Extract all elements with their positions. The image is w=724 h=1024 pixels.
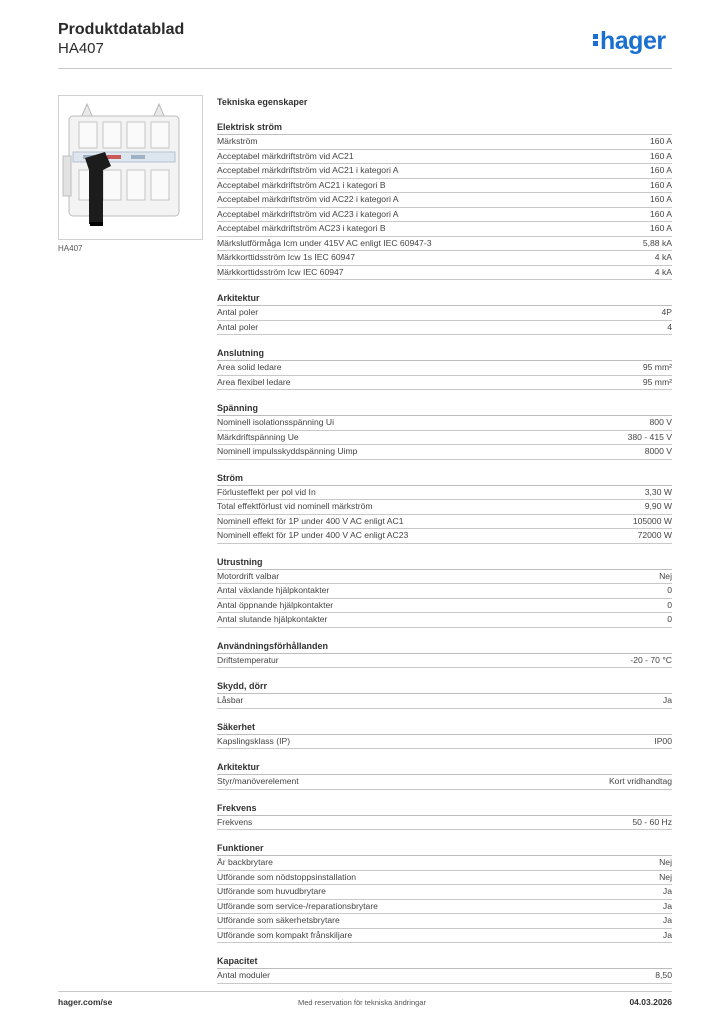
spec-row — [217, 613, 672, 628]
spec-value: 160 A — [650, 150, 672, 161]
spec-row — [217, 222, 672, 237]
spec-group — [217, 760, 672, 790]
spec-label: Förlusteffekt per pol vid In — [217, 486, 316, 497]
spec-label: Märkkorttidsström Icw 1s IEC 60947 — [217, 252, 356, 262]
spec-row — [217, 735, 672, 750]
spec-row — [217, 500, 672, 515]
spec-label: Antal moduler — [217, 970, 271, 980]
spec-group-title: Användningsförhållanden — [217, 639, 672, 654]
spec-group-title: Utrustning — [217, 555, 672, 570]
spec-value: 0 — [667, 614, 672, 624]
spec-value: IP00 — [654, 735, 672, 746]
spec-row — [217, 179, 672, 194]
spec-value: Nej — [659, 570, 672, 581]
spec-row — [217, 431, 672, 446]
spec-group-title: Kapacitet — [217, 954, 672, 969]
specs-heading: Tekniska egenskaper — [217, 97, 308, 107]
spec-row — [217, 486, 672, 501]
spec-row — [217, 237, 672, 252]
spec-value: 5,88 kA — [642, 237, 672, 248]
spec-value: 8000 V — [644, 446, 672, 456]
spec-label: Nominell effekt för 1P under 400 V AC enligt AC1 — [217, 515, 404, 526]
spec-label: Nominell isolationsspänning Ui — [217, 417, 335, 427]
spec-group-title: Frekvens — [217, 801, 672, 816]
spec-row — [217, 969, 672, 984]
spec-value: 160 A — [650, 165, 672, 175]
logo-text: hager — [600, 27, 666, 55]
spec-group — [217, 555, 672, 628]
spec-value: 4P — [661, 307, 672, 317]
spec-label: Antal poler — [217, 307, 259, 317]
spec-row — [217, 376, 672, 391]
spec-group — [217, 679, 672, 709]
spec-label: Nominell effekt för 1P under 400 V AC enligt AC23 — [217, 530, 409, 540]
logo-dots-icon — [593, 32, 598, 48]
spec-group — [217, 346, 672, 390]
product-caption: HA407 — [58, 244, 83, 253]
spec-value: Kort vridhandtag — [608, 776, 672, 786]
spec-value: Nej — [659, 857, 672, 867]
spec-value: -20 - 70 °C — [630, 654, 672, 665]
spec-group — [217, 291, 672, 335]
spec-value: Ja — [662, 886, 672, 896]
spec-group-title: Skydd, dörr — [217, 679, 672, 694]
spec-label: Utförande som service-/reparationsbrytare — [217, 900, 378, 911]
spec-value: 0 — [667, 585, 672, 595]
spec-row — [217, 321, 672, 336]
spec-row — [217, 914, 672, 929]
spec-label: Acceptabel märkdriftström AC23 i kategori B — [217, 223, 386, 233]
spec-label: Area solid ledare — [217, 362, 282, 372]
spec-row — [217, 416, 672, 431]
spec-value: 800 V — [649, 417, 672, 427]
spec-group — [217, 471, 672, 544]
spec-value: 160 A — [650, 179, 672, 190]
spec-label: Area flexibel ledare — [217, 376, 291, 387]
spec-value: Ja — [662, 915, 672, 925]
spec-value: 0 — [667, 599, 672, 610]
spec-label: Utförande som säkerhetsbrytare — [217, 915, 340, 925]
spec-row — [217, 193, 672, 208]
spec-label: Total effektförlust vid nominell märkström — [217, 501, 373, 511]
spec-label: Märkström — [217, 136, 258, 146]
spec-label: Märkkorttidsström Icw IEC 60947 — [217, 266, 344, 277]
spec-value: 4 kA — [654, 252, 672, 262]
spec-value: 95 mm² — [642, 376, 672, 387]
spec-value: Ja — [662, 695, 672, 705]
spec-label: Antal slutande hjälpkontakter — [217, 614, 328, 624]
spec-value: 95 mm² — [642, 362, 672, 372]
spec-label: Motordrift valbar — [217, 570, 280, 581]
spec-row — [217, 164, 672, 179]
spec-value: 160 A — [650, 208, 672, 219]
spec-group — [217, 639, 672, 669]
spec-row — [217, 529, 672, 544]
spec-group-title: Ström — [217, 471, 672, 486]
spec-group — [217, 954, 672, 984]
spec-row — [217, 885, 672, 900]
spec-row — [217, 900, 672, 915]
spec-label: Styr/manöverelement — [217, 776, 299, 786]
product-code: HA407 — [58, 40, 104, 57]
spec-value: 9,90 W — [644, 501, 672, 511]
spec-value: Ja — [662, 929, 672, 940]
spec-label: Nominell impulsskyddspänning Uimp — [217, 446, 358, 456]
spec-group — [217, 801, 672, 831]
spec-row — [217, 266, 672, 281]
spec-row — [217, 570, 672, 585]
spec-value: 160 A — [650, 136, 672, 146]
footer-date: 04.03.2026 — [629, 997, 672, 1007]
spec-row — [217, 599, 672, 614]
spec-label: Acceptabel märkdriftström AC21 i kategori B — [217, 179, 386, 190]
spec-value: 4 kA — [654, 266, 672, 277]
spec-label: Låsbar — [217, 695, 244, 705]
spec-row — [217, 816, 672, 831]
spec-value: Ja — [662, 900, 672, 911]
spec-value: 160 A — [650, 194, 672, 204]
spec-row — [217, 856, 672, 871]
footer-website-link[interactable]: hager.com/se — [58, 997, 113, 1007]
spec-value: 160 A — [650, 223, 672, 233]
spec-group-title: Arkitektur — [217, 760, 672, 775]
spec-label: Märkdriftspänning Ue — [217, 431, 299, 442]
spec-row — [217, 929, 672, 944]
spec-label: Kapslingsklass (IP) — [217, 735, 291, 746]
spec-label: Acceptabel märkdriftström vid AC21 — [217, 150, 354, 161]
spec-group — [217, 120, 672, 280]
spec-value: 380 - 415 V — [627, 431, 672, 442]
page-title: Produktdatablad — [58, 21, 185, 38]
footer-divider — [58, 991, 672, 992]
spec-label: Driftstemperatur — [217, 654, 279, 665]
spec-group-title: Funktioner — [217, 841, 672, 856]
spec-group — [217, 401, 672, 460]
spec-row — [217, 251, 672, 266]
spec-label: Antal växlande hjälpkontakter — [217, 585, 330, 595]
spec-group — [217, 720, 672, 750]
spec-groups — [217, 120, 672, 984]
spec-value: 8,50 — [655, 970, 672, 980]
spec-label: Frekvens — [217, 816, 253, 827]
spec-value: 72000 W — [637, 530, 672, 540]
spec-value: 105000 W — [632, 515, 672, 526]
spec-group-title: Elektrisk ström — [217, 120, 672, 135]
spec-row — [217, 694, 672, 709]
spec-value: 50 - 60 Hz — [632, 816, 672, 827]
spec-label: Antal öppnande hjälpkontakter — [217, 599, 334, 610]
technical-specs — [217, 95, 672, 984]
spec-row — [217, 515, 672, 530]
spec-group-title: Spänning — [217, 401, 672, 416]
spec-label: Utförande som huvudbrytare — [217, 886, 326, 896]
hager-logo — [593, 27, 666, 56]
spec-group-title: Anslutning — [217, 346, 672, 361]
spec-label: Acceptabel märkdriftström vid AC21 i kategori A — [217, 165, 399, 175]
spec-value: Nej — [659, 871, 672, 882]
product-photo — [58, 95, 203, 240]
spec-label: Märkslutförmåga Icm under 415V AC enligt IEC 60947-3 — [217, 237, 432, 248]
spec-label: Utförande som kompakt frånskiljare — [217, 929, 353, 940]
spec-label: Antal poler — [217, 321, 259, 332]
spec-value: 3,30 W — [644, 486, 672, 497]
spec-label: Acceptabel märkdriftström vid AC22 i kategori A — [217, 194, 399, 204]
switch-disconnector-icon — [59, 96, 202, 239]
spec-value: 4 — [667, 321, 672, 332]
footer-disclaimer: Med reservation för tekniska ändringar — [298, 998, 426, 1007]
spec-row — [217, 135, 672, 150]
spec-row — [217, 306, 672, 321]
spec-row — [217, 361, 672, 376]
spec-label: Acceptabel märkdriftström vid AC23 i kategori A — [217, 208, 399, 219]
spec-label: Utförande som nödstoppsinstallation — [217, 871, 357, 882]
spec-group — [217, 841, 672, 943]
spec-group-title: Arkitektur — [217, 291, 672, 306]
spec-row — [217, 208, 672, 223]
spec-row — [217, 654, 672, 669]
spec-row — [217, 445, 672, 460]
spec-group-title: Säkerhet — [217, 720, 672, 735]
spec-row — [217, 150, 672, 165]
spec-row — [217, 871, 672, 886]
header-divider — [58, 68, 672, 69]
spec-row — [217, 584, 672, 599]
spec-label: Är backbrytare — [217, 857, 273, 867]
spec-row — [217, 775, 672, 790]
